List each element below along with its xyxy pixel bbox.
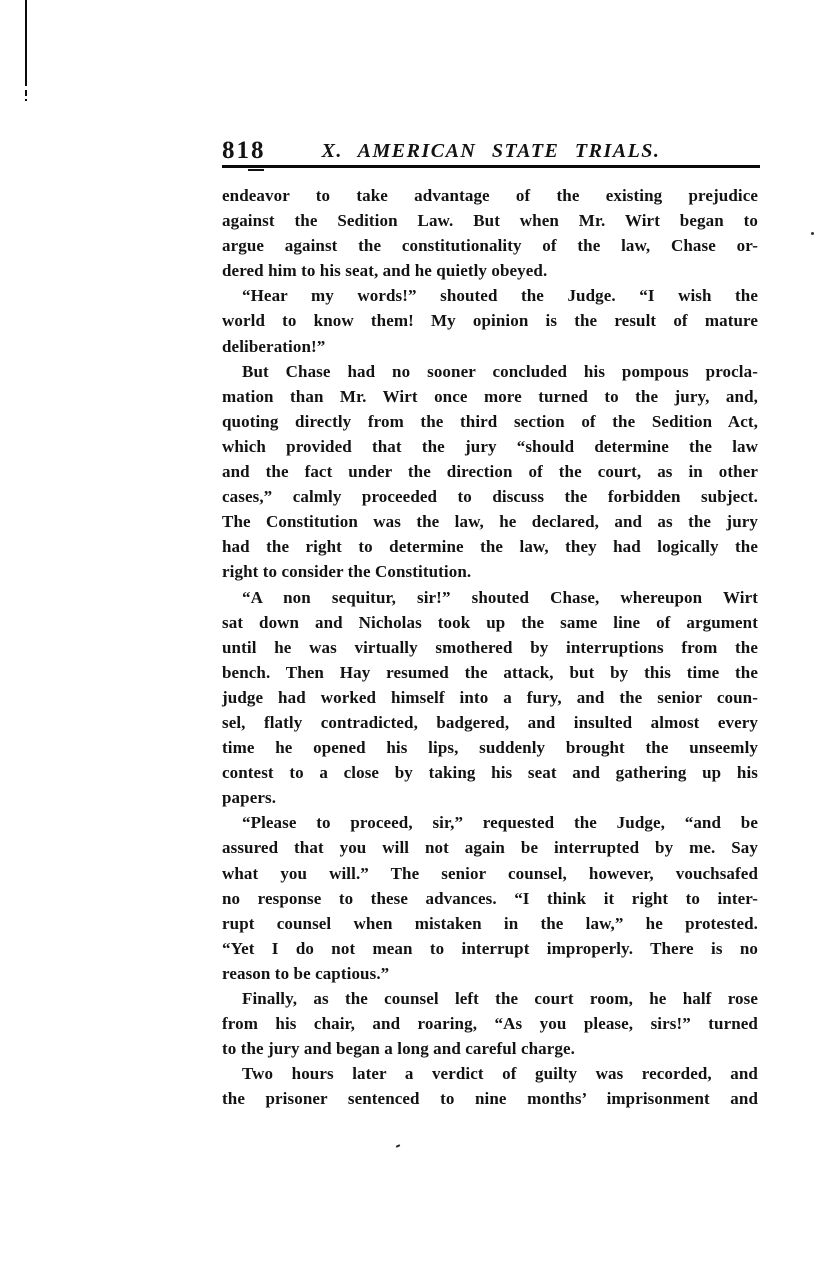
text-line: contest to a close by taking his seat and gathering up his bbox=[222, 763, 758, 783]
text-line: sel, flatly contradicted, badgered, and insulted almost every bbox=[222, 712, 758, 732]
text-line: “Yet I do not mean to interrupt improperly. There is no bbox=[222, 938, 758, 958]
page-text bbox=[222, 183, 758, 1111]
text-line: the prisoner sentenced to nine months’ imprisonment and bbox=[222, 1089, 758, 1109]
scan-artifact-speck-bottom bbox=[396, 1144, 400, 1148]
text-line: until he was virtually smothered by interruptions from the bbox=[222, 637, 758, 657]
text-line: But Chase had no sooner concluded his pompous procla- bbox=[242, 361, 758, 381]
text-line: quoting directly from the third section of the Sedition Act, bbox=[222, 411, 758, 431]
scan-artifact-vertical-line bbox=[25, 0, 27, 86]
page-number: 818 bbox=[222, 137, 266, 164]
text-line: papers. bbox=[222, 788, 277, 808]
text-line: cases,” calmly proceeded to discuss the forbidden subject. bbox=[222, 487, 758, 507]
text-line: right to consider the Constitution. bbox=[222, 562, 472, 582]
text-line: what you will.” The senior counsel, however, vouchsafed bbox=[222, 863, 758, 883]
text-line: which provided that the jury “should determine the law bbox=[222, 436, 758, 456]
running-header-title: X. AMERICAN STATE TRIALS. bbox=[321, 140, 661, 162]
text-line: bench. Then Hay resumed the attack, but by this time the bbox=[222, 662, 758, 682]
scan-artifact-rule-nick bbox=[248, 169, 264, 171]
text-line: “Please to proceed, sir,” requested the Judge, “and be bbox=[242, 813, 758, 833]
text-line: Finally, as the counsel left the court room, he half rose bbox=[242, 989, 758, 1008]
text-line: to the jury and began a long and careful charge. bbox=[222, 1039, 575, 1059]
text-line: no response to these advances. “I think it right to inter- bbox=[222, 888, 758, 908]
text-line: The Constitution was the law, he declared, and as the jury bbox=[222, 512, 758, 532]
text-line: reason to be captious.” bbox=[222, 963, 390, 983]
header-rule bbox=[222, 165, 760, 168]
text-line: argue against the constitutionality of the law, Chase or- bbox=[222, 236, 758, 256]
text-line: “A non sequitur, sir!” shouted Chase, whereupon Wirt bbox=[242, 587, 758, 607]
text-line: Two hours later a verdict of guilty was recorded, and bbox=[242, 1064, 758, 1084]
scan-artifact-dot bbox=[25, 99, 27, 101]
text-line: and the fact under the direction of the court, as in other bbox=[222, 462, 758, 482]
scan-artifact-dash bbox=[25, 90, 27, 96]
text-line: assured that you will not again be interrupted by me. Say bbox=[222, 838, 758, 858]
text-line: sat down and Nicholas took up the same line of argument bbox=[222, 612, 758, 632]
text-line: endeavor to take advantage of the existing prejudice bbox=[222, 186, 758, 205]
text-line: rupt counsel when mistaken in the law,” he protested. bbox=[222, 913, 758, 933]
text-line: against the Sedition Law. But when Mr. Wirt began to bbox=[222, 211, 758, 231]
text-line: dered him to his seat, and he quietly obeyed. bbox=[222, 261, 548, 281]
text-line: time he opened his lips, suddenly brought the unseemly bbox=[222, 738, 758, 758]
text-line: mation than Mr. Wirt once more turned to the jury, and, bbox=[222, 386, 758, 406]
text-line: judge had worked himself into a fury, and the senior coun- bbox=[222, 687, 758, 707]
text-line: world to know them! My opinion is the result of mature bbox=[222, 311, 758, 331]
scan-artifact-speck-right bbox=[811, 232, 814, 235]
text-line: deliberation!” bbox=[222, 336, 326, 356]
text-line: had the right to determine the law, they had logically the bbox=[222, 537, 758, 557]
text-line: from his chair, and roaring, “As you please, sirs!” turned bbox=[222, 1014, 758, 1034]
text-line: “Hear my words!” shouted the Judge. “I wish the bbox=[242, 286, 758, 306]
